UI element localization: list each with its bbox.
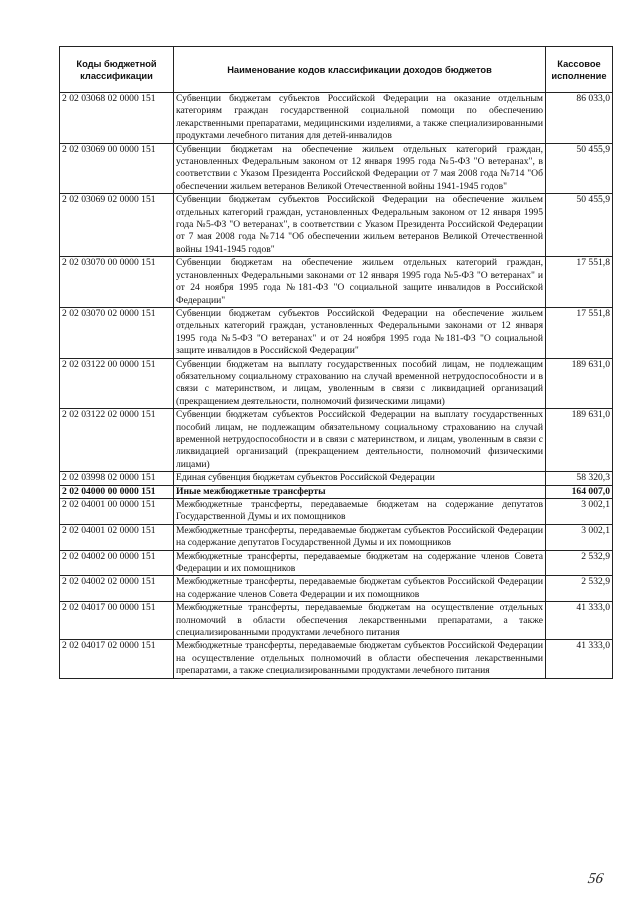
row-code: 2 02 04002 02 0000 151 bbox=[60, 576, 174, 602]
table-row bbox=[60, 485, 613, 498]
table-row bbox=[60, 194, 613, 257]
row-amount: 58 320,3 bbox=[546, 472, 613, 485]
row-amount: 3 002,1 bbox=[546, 524, 613, 550]
row-amount: 189 631,0 bbox=[546, 358, 613, 409]
row-name: Субвенции бюджетам на выплату государственных пособий лицам, не подлежащим обязательному социальному страхованию на случай временной нетрудоспособности и в связи с материнством, и лицам, уволенным в связи с ликвидацией организаций (прекращением деятельности, полномочий физическими лицами) bbox=[174, 358, 546, 409]
row-name: Субвенции бюджетам субъектов Российской Федерации на обеспечение жильем отдельных категорий граждан, установленных Федеральным законом от 12 января 1995 года №5-ФЗ "О ветеранах", в соответствии с Указом Президента Российской Федерации от 7 мая 2008 года №714 "Об обеспечении жильем ветеранов Великой Отечественной войны 1941-1945 годов" bbox=[174, 194, 546, 257]
table-row bbox=[60, 602, 613, 640]
table-row bbox=[60, 640, 613, 678]
row-code: 2 02 03068 02 0000 151 bbox=[60, 93, 174, 144]
page-number: 56 bbox=[586, 871, 605, 887]
row-amount: 41 333,0 bbox=[546, 640, 613, 678]
table-row bbox=[60, 307, 613, 358]
table-row bbox=[60, 524, 613, 550]
row-amount: 17 551,8 bbox=[546, 257, 613, 308]
table-row bbox=[60, 499, 613, 525]
table-body bbox=[60, 93, 613, 679]
row-amount: 2 532,9 bbox=[546, 550, 613, 576]
row-code: 2 02 03069 02 0000 151 bbox=[60, 194, 174, 257]
row-name: Межбюджетные трансферты, передаваемые бюджетам на осуществление отдельных полномочий в области обеспечения лекарственными препаратами, а также специализированными продуктами лечебного питания bbox=[174, 602, 546, 640]
row-amount: 50 455,9 bbox=[546, 194, 613, 257]
row-amount: 50 455,9 bbox=[546, 143, 613, 194]
table-row bbox=[60, 576, 613, 602]
row-name: Единая субвенция бюджетам субъектов Российской Федерации bbox=[174, 472, 546, 485]
row-name: Межбюджетные трансферты, передаваемые бюджетам субъектов Российской Федерации на осуществление отдельных полномочий в области обеспечения лекарственными препаратами, а также специализированными продуктами лечебного питания bbox=[174, 640, 546, 678]
row-amount: 164 007,0 bbox=[546, 485, 613, 498]
row-code: 2 02 04002 00 0000 151 bbox=[60, 550, 174, 576]
row-code: 2 02 04000 00 0000 151 bbox=[60, 485, 174, 498]
row-code: 2 02 04001 00 0000 151 bbox=[60, 499, 174, 525]
row-code: 2 02 03069 00 0000 151 bbox=[60, 143, 174, 194]
row-name: Межбюджетные трансферты, передаваемые бюджетам на содержание членов Совета Федерации и их помощников bbox=[174, 550, 546, 576]
table-row bbox=[60, 143, 613, 194]
row-name: Межбюджетные трансферты, передаваемые бюджетам на содержание депутатов Государственной Думы и их помощников bbox=[174, 499, 546, 525]
row-name: Межбюджетные трансферты, передаваемые бюджетам субъектов Российской Федерации на содержание депутатов Государственной Думы и их помощников bbox=[174, 524, 546, 550]
row-amount: 17 551,8 bbox=[546, 307, 613, 358]
row-code: 2 02 04017 00 0000 151 bbox=[60, 602, 174, 640]
row-name: Межбюджетные трансферты, передаваемые бюджетам субъектов Российской Федерации на содержание членов Совета Федерации и их помощников bbox=[174, 576, 546, 602]
header-name: Наименование кодов классификации доходов бюджетов bbox=[174, 47, 546, 93]
row-name: Субвенции бюджетам на обеспечение жильем отдельных категорий граждан, установленных Федеральным законом от 12 января 1995 года №5-ФЗ "О ветеранах", в соответствии с Указом Президента Российской Федерации от 7 мая 2008 года №714 "Об обеспечении жильем ветеранов Великой Отечественной войны 1941-1945 годов" bbox=[174, 143, 546, 194]
row-code: 2 02 03070 00 0000 151 bbox=[60, 257, 174, 308]
row-code: 2 02 04017 02 0000 151 bbox=[60, 640, 174, 678]
table-row bbox=[60, 257, 613, 308]
row-code: 2 02 03122 02 0000 151 bbox=[60, 409, 174, 472]
row-code: 2 02 03998 02 0000 151 bbox=[60, 472, 174, 485]
table-header-row bbox=[60, 47, 613, 93]
row-code: 2 02 04001 02 0000 151 bbox=[60, 524, 174, 550]
row-amount: 86 033,0 bbox=[546, 93, 613, 144]
budget-revenue-table bbox=[59, 46, 613, 679]
row-amount: 41 333,0 bbox=[546, 602, 613, 640]
header-code: Коды бюджетной классификации bbox=[60, 47, 174, 93]
row-amount: 189 631,0 bbox=[546, 409, 613, 472]
row-name: Субвенции бюджетам на обеспечение жильем отдельных категорий граждан, установленных Федеральными законами от 12 января 1995 года №5-ФЗ "О ветеранах" и от 24 ноября 1995 года №181-ФЗ "О социальной защите инвалидов в Российской Федерации" bbox=[174, 257, 546, 308]
table-row bbox=[60, 472, 613, 485]
row-name: Субвенции бюджетам субъектов Российской Федерации на оказание отдельным категориям граждан государственной социальной помощи по обеспечению лекарственными препаратами, медицинскими изделиями, а также специализированными продуктами лечебного питания для детей-инвалидов bbox=[174, 93, 546, 144]
table-row bbox=[60, 358, 613, 409]
table-row bbox=[60, 409, 613, 472]
row-code: 2 02 03122 00 0000 151 bbox=[60, 358, 174, 409]
row-name: Субвенции бюджетам субъектов Российской Федерации на выплату государственных пособий лицам, не подлежащим обязательному социальному страхованию на случай временной нетрудоспособности и в связи с материнством, и лицам, уволенным в связи с ликвидацией организаций (прекращением деятельности, полномочий физическими лицами) bbox=[174, 409, 546, 472]
row-amount: 3 002,1 bbox=[546, 499, 613, 525]
row-name: Субвенции бюджетам субъектов Российской Федерации на обеспечение жильем отдельных категорий граждан, установленных Федеральными законами от 12 января 1995 года №5-ФЗ "О ветеранах" и от 24 ноября 1995 года №181-ФЗ "О социальной защите инвалидов в Российской Федерации" bbox=[174, 307, 546, 358]
table-row bbox=[60, 93, 613, 144]
table-row bbox=[60, 550, 613, 576]
row-code: 2 02 03070 02 0000 151 bbox=[60, 307, 174, 358]
row-name: Иные межбюджетные трансферты bbox=[174, 485, 546, 498]
row-amount: 2 532,9 bbox=[546, 576, 613, 602]
header-amount: Кассовое исполнение bbox=[546, 47, 613, 93]
